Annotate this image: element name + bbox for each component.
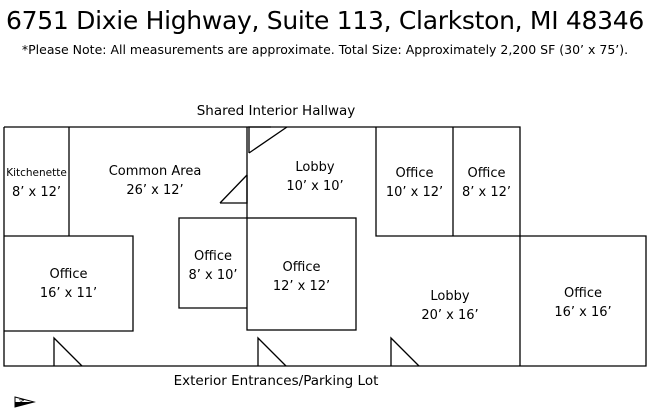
north-letter: N — [18, 398, 26, 404]
room-name: Office — [49, 267, 88, 282]
room-office-10x12 — [376, 164, 453, 202]
room-size: 10’ x 10’ — [286, 179, 344, 194]
door-entrance-3-icon — [391, 338, 419, 366]
room-office-8x10 — [179, 247, 247, 285]
room-lobby-top — [260, 158, 370, 196]
room-size: 8’ x 12’ — [461, 185, 512, 200]
room-kitchenette — [4, 164, 69, 202]
room-name: Kitchenette — [6, 167, 67, 179]
room-common-area — [100, 162, 210, 200]
room-size: 8’ x 12’ — [11, 185, 62, 200]
room-name: Office — [467, 166, 506, 181]
room-size: 26’ x 12’ — [126, 183, 184, 198]
room-office-16x11 — [4, 265, 133, 303]
door-entrance-2-icon — [258, 338, 286, 366]
room-office-12x12 — [247, 258, 356, 296]
north-arrow-icon — [14, 393, 40, 411]
room-name: Common Area — [108, 164, 202, 179]
room-name: Office — [395, 166, 434, 181]
room-office-8x12 — [453, 164, 520, 202]
room-size: 10’ x 12’ — [385, 185, 444, 200]
room-size: 20’ x 16’ — [421, 308, 479, 323]
room-name: Lobby — [430, 289, 470, 304]
room-name: Lobby — [295, 160, 335, 175]
room-office-16x16 — [520, 284, 646, 322]
measurement-note: *Please Note: All measurements are approximate. Total Size: Approximately 2,200 SF (30’ x 75’). — [21, 42, 629, 57]
room-size: 8’ x 10’ — [188, 268, 238, 283]
room-size: 16’ x 16’ — [554, 305, 612, 320]
room-size: 12’ x 12’ — [272, 279, 331, 294]
page-title: 6751 Dixie Highway, Suite 113, Clarkston, MI 48346 — [6, 6, 644, 35]
shared-hallway-label: Shared Interior Hallway — [196, 103, 356, 119]
door-entrance-1-icon — [54, 338, 82, 366]
room-name: Office — [282, 260, 321, 275]
room-lobby-bottom — [395, 287, 505, 325]
room-name: Office — [194, 249, 232, 264]
room-name: Office — [564, 286, 602, 301]
exterior-entrances-label: Exterior Entrances/Parking Lot — [173, 373, 379, 389]
room-size: 16’ x 11’ — [39, 286, 98, 301]
